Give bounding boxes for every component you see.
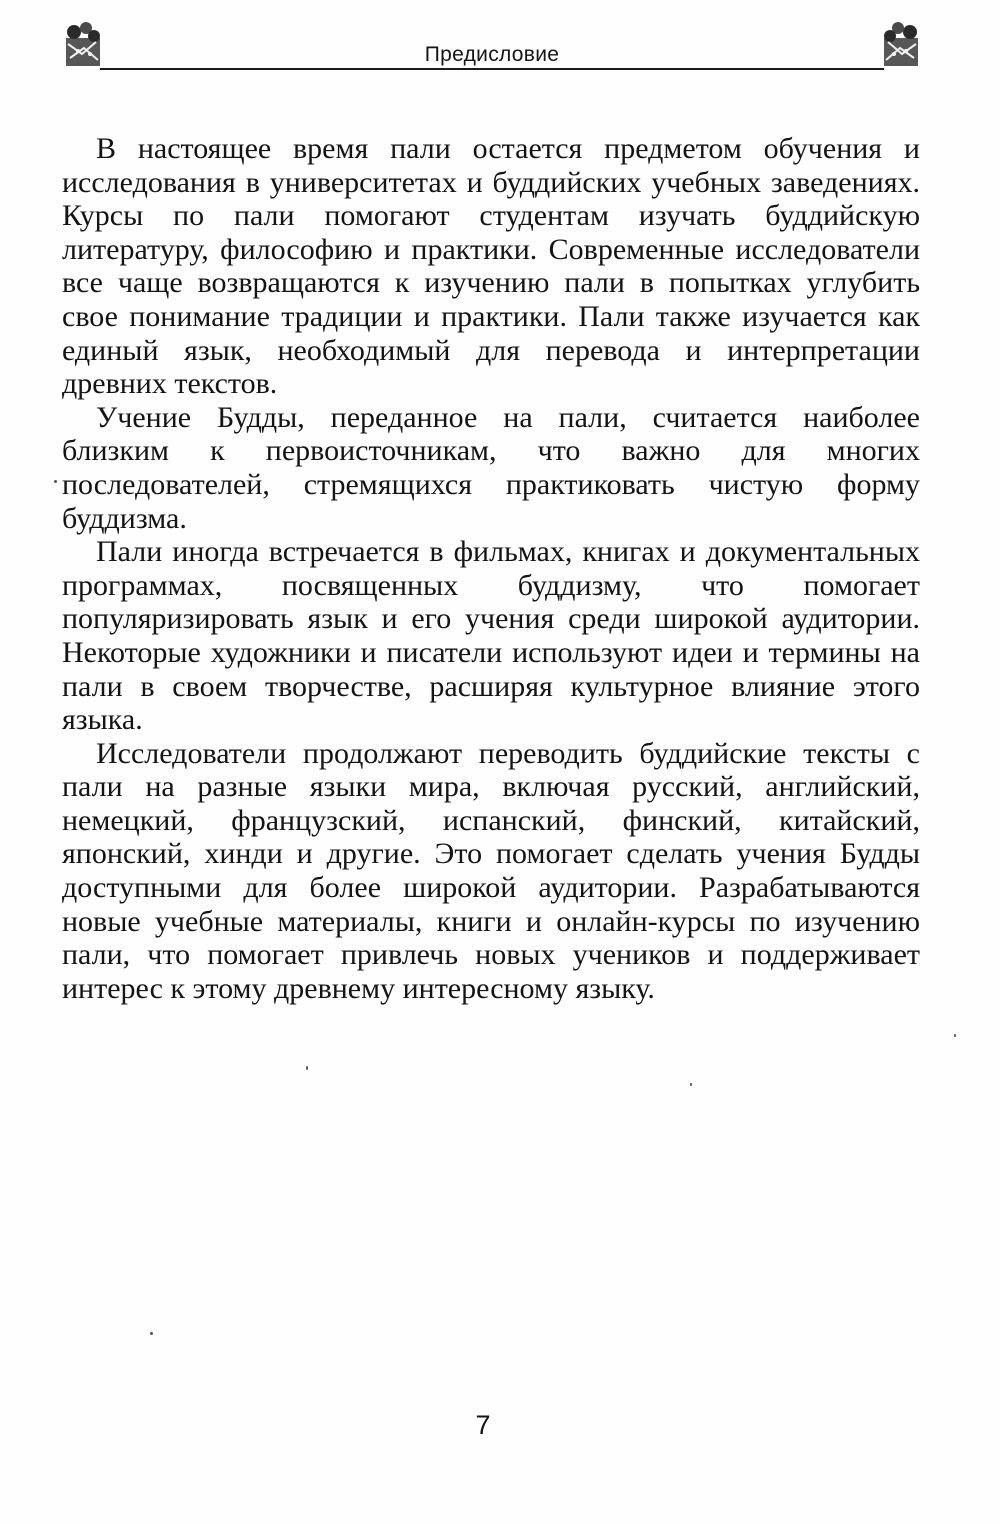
paragraph: Пали иногда встречается в фильмах, книгах и документальных программах, посвященных буддизму, что помогает популяризировать язык и его учения среди широкой аудитории. Некоторые художники и писатели используют идеи и термины на пали в своем творчестве, расширяя культурное влияние этого языка. bbox=[62, 535, 920, 737]
header-rule bbox=[100, 68, 884, 70]
page-number: 7 bbox=[475, 1410, 491, 1440]
scan-speck bbox=[954, 1034, 956, 1037]
floral-ornament-icon bbox=[878, 18, 924, 70]
scan-speck bbox=[690, 1083, 692, 1086]
body-text bbox=[62, 132, 920, 1005]
paragraph: Исследователи продолжают переводить буддийские тексты с пали на разные языки мира, включая русский, английский, немецкий, французский, испанский, финский, китайский, японский, хинди и другие. Это помогает сделать учения Будды доступными для более широкой аудитории. Разрабатываются новые учебные материалы, книги и онлайн-курсы по изучению пали, что помогает привлечь новых учеников и поддерживает интерес к этому древнему интересному языку. bbox=[62, 736, 920, 1005]
scan-speck bbox=[306, 1066, 308, 1070]
paragraph: В настоящее время пали остается предметом обучения и исследования в университетах и буддийских учебных заведениях. Курсы по пали помогают студентам изучать буддийскую литературу, философию и практики. Современные исследователи все чаще возвращаются к изучению пали в попытках углубить свое понимание традиции и практики. Пали также изучается как единый язык, необходимый для перевода и интерпретации древних текстов. bbox=[62, 132, 920, 401]
scan-speck bbox=[54, 480, 57, 483]
paragraph: Учение Будды, переданное на пали, считается наиболее близким к первоисточникам, что важно для многих последователей, стремящихся практиковать чистую форму буддизма. bbox=[62, 400, 920, 535]
scan-speck bbox=[150, 1332, 153, 1335]
running-header bbox=[60, 18, 924, 74]
page-title: Предисловие bbox=[424, 43, 560, 66]
